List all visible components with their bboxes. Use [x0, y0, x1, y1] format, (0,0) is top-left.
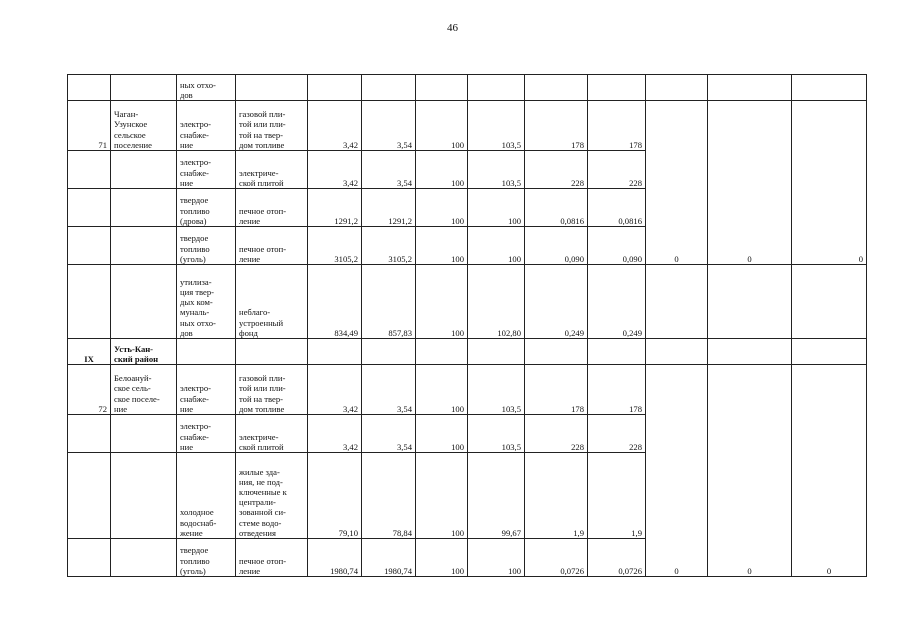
cell-v5: 228	[525, 415, 588, 453]
cell-l	[708, 339, 792, 365]
cell-v2: 78,84	[362, 453, 416, 539]
cell-service: твердое топливо (дрова)	[177, 189, 236, 227]
cell-v6: 228	[588, 415, 646, 453]
cell-n	[68, 189, 111, 227]
cell-condition	[236, 339, 308, 365]
cell-v6: 0,090	[588, 227, 646, 265]
cell-condition: электриче- ской плитой	[236, 415, 308, 453]
cell-v5: 178	[525, 101, 588, 151]
cell-l: 0	[708, 101, 792, 265]
cell-v6: 1,9	[588, 453, 646, 539]
cell-v3: 100	[416, 415, 468, 453]
cell-k	[646, 265, 708, 339]
cell-settlement	[111, 151, 177, 189]
district-name: Усть-Кан- ский район	[111, 339, 177, 365]
settlement-name: Чаган- Узунское сельское поселение	[111, 101, 177, 151]
cell-m	[792, 339, 867, 365]
table-row	[68, 339, 867, 365]
settlement-name: Белоануй- ское сель- ское поселе- ние	[111, 365, 177, 415]
cell-v4: 102,80	[468, 265, 525, 339]
cell-service: ных отхо- дов	[177, 75, 236, 101]
cell-v4: 103,5	[468, 101, 525, 151]
cell-condition: печное отоп- ление	[236, 227, 308, 265]
table-row	[68, 265, 867, 339]
cell-n	[68, 75, 111, 101]
cell-n	[68, 265, 111, 339]
cell-v2: 3,54	[362, 415, 416, 453]
cell-v2: 1980,74	[362, 539, 416, 577]
cell-v3	[416, 75, 468, 101]
cell-v1: 3,42	[308, 151, 362, 189]
cell-v3	[416, 339, 468, 365]
cell-settlement	[111, 415, 177, 453]
cell-v4: 100	[468, 227, 525, 265]
cell-v5: 0,0726	[525, 539, 588, 577]
cell-v4: 103,5	[468, 365, 525, 415]
cell-v6: 0,0726	[588, 539, 646, 577]
cell-condition: газовой пли- той или пли- той на твер- дом топливе	[236, 365, 308, 415]
cell-v2: 3,54	[362, 151, 416, 189]
cell-v6: 0,0816	[588, 189, 646, 227]
cell-settlement	[111, 227, 177, 265]
cell-v3: 100	[416, 227, 468, 265]
cell-service: твердое топливо (уголь)	[177, 227, 236, 265]
table-row	[68, 365, 867, 415]
cell-service: холодное водоснаб- жение	[177, 453, 236, 539]
cell-v1	[308, 75, 362, 101]
cell-service	[177, 339, 236, 365]
cell-v6: 178	[588, 365, 646, 415]
cell-v5	[525, 75, 588, 101]
cell-condition: печное отоп- ление	[236, 539, 308, 577]
cell-v6: 0,249	[588, 265, 646, 339]
cell-service: утилиза- ция твер- дых ком- муналь- ных отхо- дов	[177, 265, 236, 339]
cell-v3: 100	[416, 539, 468, 577]
cell-service: электро- снабже- ние	[177, 365, 236, 415]
cell-v5: 178	[525, 365, 588, 415]
cell-v4: 99,67	[468, 453, 525, 539]
cell-v4: 100	[468, 539, 525, 577]
cell-v4	[468, 75, 525, 101]
cell-m: 0	[792, 365, 867, 577]
cell-v3: 100	[416, 101, 468, 151]
cell-v2	[362, 339, 416, 365]
cell-v3: 100	[416, 365, 468, 415]
cell-v1	[308, 339, 362, 365]
cell-k	[646, 75, 708, 101]
cell-v3: 100	[416, 189, 468, 227]
cell-service: электро- снабже- ние	[177, 101, 236, 151]
cell-v5: 1,9	[525, 453, 588, 539]
cell-v2: 3105,2	[362, 227, 416, 265]
cell-v6: 178	[588, 101, 646, 151]
cell-l	[708, 75, 792, 101]
cell-m	[792, 265, 867, 339]
cell-service: электро- снабже- ние	[177, 151, 236, 189]
cell-condition: электриче- ской плитой	[236, 151, 308, 189]
cell-condition: неблаго- устроенный фонд	[236, 265, 308, 339]
cell-condition	[236, 75, 308, 101]
row-number: 72	[68, 365, 111, 415]
cell-v1: 1291,2	[308, 189, 362, 227]
cell-n	[68, 227, 111, 265]
cell-v6	[588, 339, 646, 365]
table-row	[68, 101, 867, 151]
cell-v4: 100	[468, 189, 525, 227]
cell-settlement	[111, 453, 177, 539]
cell-v5: 0,0816	[525, 189, 588, 227]
cell-v2: 857,83	[362, 265, 416, 339]
cell-v6: 228	[588, 151, 646, 189]
cell-service: электро- снабже- ние	[177, 415, 236, 453]
cell-v3: 100	[416, 265, 468, 339]
cell-v5: 228	[525, 151, 588, 189]
cell-condition: жилые зда- ния, не под- ключенные к централи- зованной си- стеме водо- отведения	[236, 453, 308, 539]
tariff-table	[67, 74, 867, 577]
cell-n	[68, 539, 111, 577]
cell-v1: 1980,74	[308, 539, 362, 577]
cell-v1: 3,42	[308, 365, 362, 415]
cell-v2: 3,54	[362, 365, 416, 415]
cell-k: 0	[646, 365, 708, 577]
cell-v3: 100	[416, 453, 468, 539]
cell-condition: газовой пли- той или пли- той на твер- дом топливе	[236, 101, 308, 151]
cell-v2: 1291,2	[362, 189, 416, 227]
cell-settlement	[111, 539, 177, 577]
cell-service: твердое топливо (уголь)	[177, 539, 236, 577]
cell-m	[792, 75, 867, 101]
cell-n	[68, 453, 111, 539]
cell-v1: 79,10	[308, 453, 362, 539]
cell-v1: 3,42	[308, 101, 362, 151]
cell-v1: 3,42	[308, 415, 362, 453]
cell-v6	[588, 75, 646, 101]
district-number: IX	[68, 339, 111, 365]
cell-settlement	[111, 75, 177, 101]
row-number: 71	[68, 101, 111, 151]
cell-k	[646, 339, 708, 365]
cell-v1: 3105,2	[308, 227, 362, 265]
cell-settlement	[111, 265, 177, 339]
cell-l	[708, 265, 792, 339]
cell-v4: 103,5	[468, 415, 525, 453]
cell-k: 0	[646, 101, 708, 265]
cell-settlement	[111, 189, 177, 227]
cell-v5	[525, 339, 588, 365]
cell-v4: 103,5	[468, 151, 525, 189]
cell-l: 0	[708, 365, 792, 577]
cell-v5: 0,090	[525, 227, 588, 265]
cell-v4	[468, 339, 525, 365]
page-number: 46	[447, 22, 458, 34]
table-row	[68, 75, 867, 101]
cell-m: 0	[792, 101, 867, 265]
cell-n	[68, 151, 111, 189]
cell-v2	[362, 75, 416, 101]
cell-condition: печное отоп- ление	[236, 189, 308, 227]
cell-v1: 834,49	[308, 265, 362, 339]
cell-v2: 3,54	[362, 101, 416, 151]
cell-v3: 100	[416, 151, 468, 189]
cell-n	[68, 415, 111, 453]
cell-v5: 0,249	[525, 265, 588, 339]
